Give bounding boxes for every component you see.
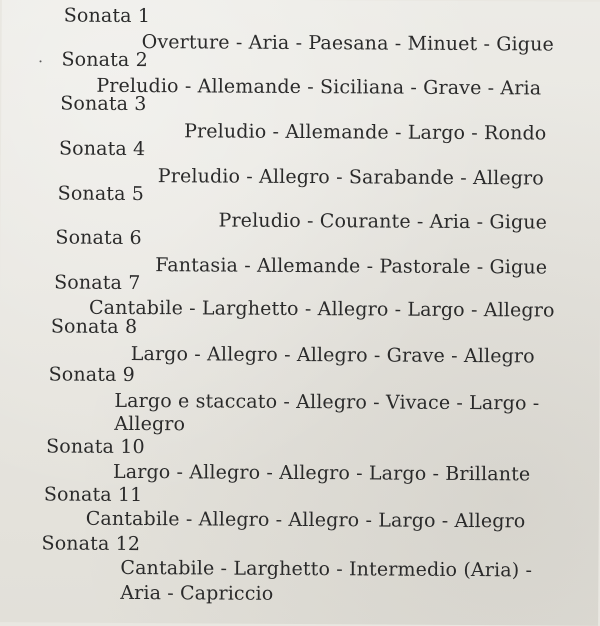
sonata-8-title: Sonata 8 (50, 315, 138, 339)
sonata-11-movements: Cantabile - Allegro - Allegro - Largo - Allegro (85, 507, 526, 533)
sonata-6-movements: Fantasia - Allemande - Pastorale - Gigue (155, 254, 548, 279)
sonata-4-title: Sonata 4 (58, 137, 146, 161)
sonata-9-movements-line-1: Largo e staccato - Allegro - Vivace - Largo - (114, 389, 540, 415)
sonata-12-movements-line-1: Cantabile - Larghetto - Intermedio (Aria) - (120, 556, 533, 582)
sonata-12-movements-line-2: Aria - Capriccio (120, 581, 274, 605)
print-speck (40, 60, 42, 62)
sonata-11-title: Sonata 11 (43, 483, 143, 507)
sonata-9-movements-line-2: Allegro (114, 412, 186, 436)
sonata-3-movements: Preludio - Allemande - Largo - Rondo (184, 120, 547, 145)
sonata-5-title: Sonata 5 (57, 182, 145, 206)
sonata-3-title: Sonata 3 (60, 92, 147, 116)
sonata-5-movements: Preludio - Courante - Aria - Gigue (218, 209, 548, 234)
sonata-7-movements: Cantabile - Larghetto - Allegro - Largo - Allegro (88, 296, 555, 322)
sonata-1-title: Sonata 1 (63, 4, 151, 28)
sonata-6-title: Sonata 6 (55, 226, 142, 250)
sonata-10-movements: Largo - Allegro - Allegro - Largo - Brillante (112, 460, 531, 486)
sonata-9-title: Sonata 9 (48, 363, 135, 386)
sonata-2-movements: Preludio - Allemande - Siciliana - Grave - Aria (96, 74, 542, 100)
sonata-2-title: Sonata 2 (61, 48, 148, 72)
sonata-7-title: Sonata 7 (54, 271, 141, 295)
sonata-4-movements: Preludio - Allegro - Sarabande - Allegro (157, 165, 544, 190)
sonata-12-title: Sonata 12 (41, 532, 141, 556)
sonata-10-title: Sonata 10 (46, 435, 145, 459)
sonata-1-movements: Overture - Aria - Paesana - Minuet - Gigue (141, 31, 554, 56)
sonata-8-movements: Largo - Allegro - Allegro - Grave - Allegro (130, 342, 535, 368)
